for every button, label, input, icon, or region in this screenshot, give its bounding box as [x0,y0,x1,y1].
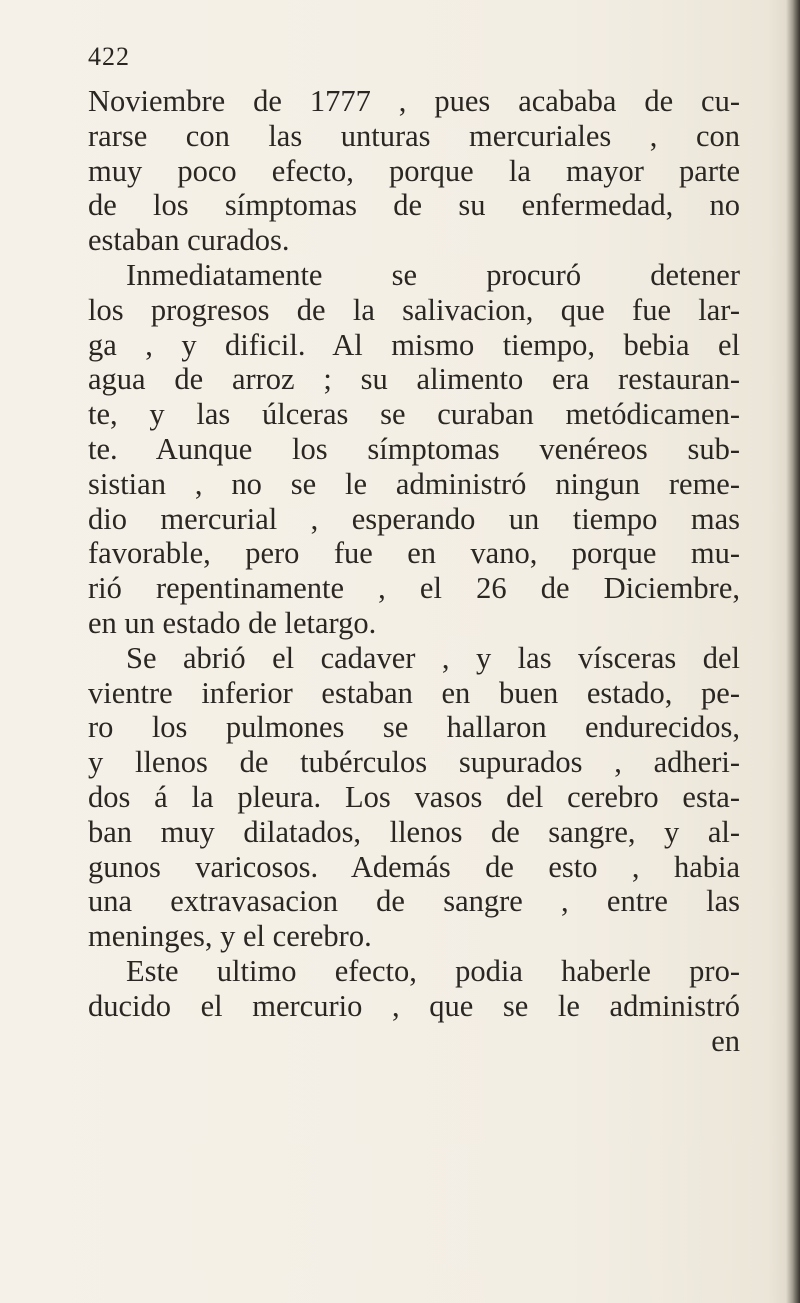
text-line: rió repentinamente , el 26 de Diciembre, [88,571,740,606]
text-line: Noviembre de 1777 , pues acababa de cu- [88,84,740,118]
text-line: en un estado de letargo. [88,605,377,640]
text-line: dio mercurial , esperando un tiempo mas [88,501,740,536]
body-text [88,84,740,1058]
text-line: meninges, y el cerebro. [88,919,372,954]
text-line: te, y las úlceras se curaban metódicamen- [88,397,740,432]
text-line: ducido el mercurio , que se le administró [88,988,740,1023]
text-line: estaban curados. [88,223,290,258]
page-number: 422 [88,42,130,71]
text-line: una extravasacion de sangre , entre las [88,884,740,919]
text-line: gunos varicosos. Además de esto , habia [88,849,740,884]
text-line: Inmediatamente se procuró detener [126,257,740,292]
text-line: favorable, pero fue en vano, porque mu- [88,536,740,571]
text-line: de los símptomas de su enfermedad, no [88,188,740,223]
text-line: vientre inferior estaban en buen estado, pe- [88,675,740,710]
text-line: los progresos de la salivacion, que fue lar- [88,292,740,327]
text-line: ga , y dificil. Al mismo tiempo, bebia el [88,327,740,362]
text-line: Este ultimo efecto, podia haberle pro- [126,953,740,988]
text-line: dos á la pleura. Los vasos del cerebro esta- [88,779,740,814]
catchword: en [711,1023,740,1058]
text-line: rarse con las unturas mercuriales , con [88,118,740,153]
text-line: sistian , no se le administró ningun reme- [88,466,740,501]
page-edge-shadow [786,0,800,1303]
text-line: agua de arroz ; su alimento era restauran- [88,362,740,397]
text-line: ro los pulmones se hallaron endurecidos, [88,710,740,745]
text-line: muy poco efecto, porque la mayor parte [88,153,740,188]
text-line: Se abrió el cadaver , y las vísceras del [126,640,740,675]
text-line: y llenos de tubérculos supurados , adheri- [88,745,740,780]
text-line: ban muy dilatados, llenos de sangre, y al- [88,814,740,849]
text-line: te. Aunque los símptomas venéreos sub- [88,431,740,466]
